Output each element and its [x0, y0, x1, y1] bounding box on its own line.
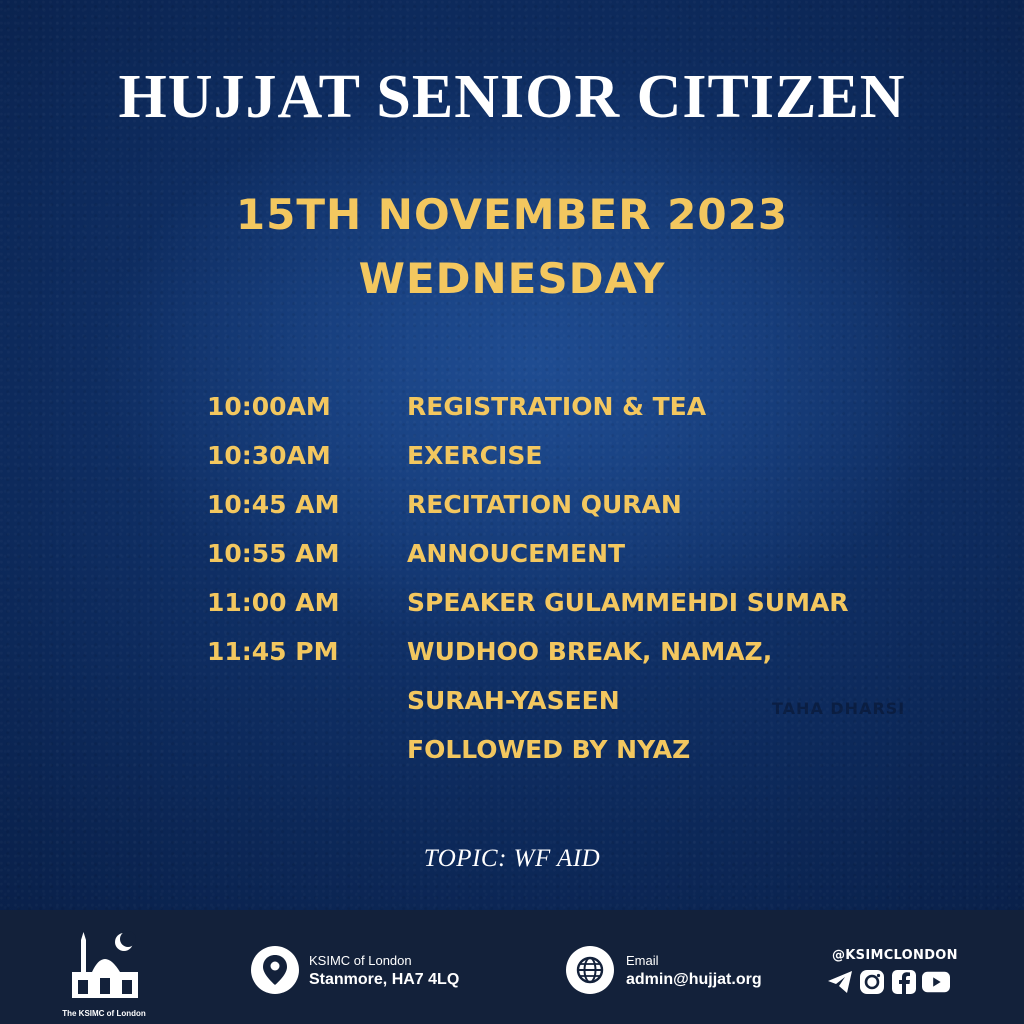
social-icons — [826, 968, 950, 996]
schedule-event: WUDHOO BREAK, NAMAZ, — [407, 637, 773, 666]
event-date: 15TH NOVEMBER 2023 — [235, 190, 789, 239]
location-address: Stanmore, HA7 4LQ — [309, 971, 460, 988]
telegram-icon[interactable] — [826, 968, 854, 996]
youtube-icon[interactable] — [922, 968, 950, 996]
logo-caption: The KSIMC of London — [62, 1009, 146, 1018]
email-label: Email — [626, 953, 659, 968]
schedule-time: 10:45 AM — [207, 490, 340, 519]
schedule-event: FOLLOWED BY NYAZ — [407, 735, 691, 764]
instagram-icon[interactable] — [858, 968, 886, 996]
event-day: WEDNESDAY — [358, 254, 666, 303]
ksimc-logo — [62, 928, 146, 1020]
email-address[interactable]: admin@hujjat.org — [626, 971, 762, 988]
schedule-event: ANNOUCEMENT — [407, 539, 626, 568]
location-badge — [251, 946, 299, 994]
schedule-time: 11:45 PM — [207, 637, 339, 666]
footer-bar — [0, 910, 1024, 1024]
schedule-time: 10:00AM — [207, 392, 331, 421]
schedule-event: RECITATION QURAN — [407, 490, 682, 519]
mosque-icon — [62, 928, 146, 1008]
globe-icon — [575, 955, 605, 985]
schedule-event: SPEAKER GULAMMEHDI SUMAR — [407, 588, 849, 617]
poster-title: HUJJAT SENIOR CITIZEN — [118, 63, 906, 131]
email-badge — [566, 946, 614, 994]
facebook-icon[interactable] — [890, 968, 918, 996]
schedule-time: 10:55 AM — [207, 539, 340, 568]
schedule-time: 11:00 AM — [207, 588, 340, 617]
schedule-event: REGISTRATION & TEA — [407, 392, 707, 421]
topic-line: TOPIC: WF AID — [423, 845, 601, 872]
social-handle[interactable]: @KSIMCLONDON — [832, 948, 958, 963]
schedule-time: 10:30AM — [207, 441, 331, 470]
location-name: KSIMC of London — [309, 953, 412, 968]
schedule-event: SURAH-YASEEN — [407, 686, 620, 715]
watermark: TAHA DHARSI — [772, 699, 906, 718]
schedule-event: EXERCISE — [407, 441, 543, 470]
email-info — [626, 953, 762, 989]
location-info — [309, 953, 459, 989]
location-pin-icon — [263, 955, 287, 985]
